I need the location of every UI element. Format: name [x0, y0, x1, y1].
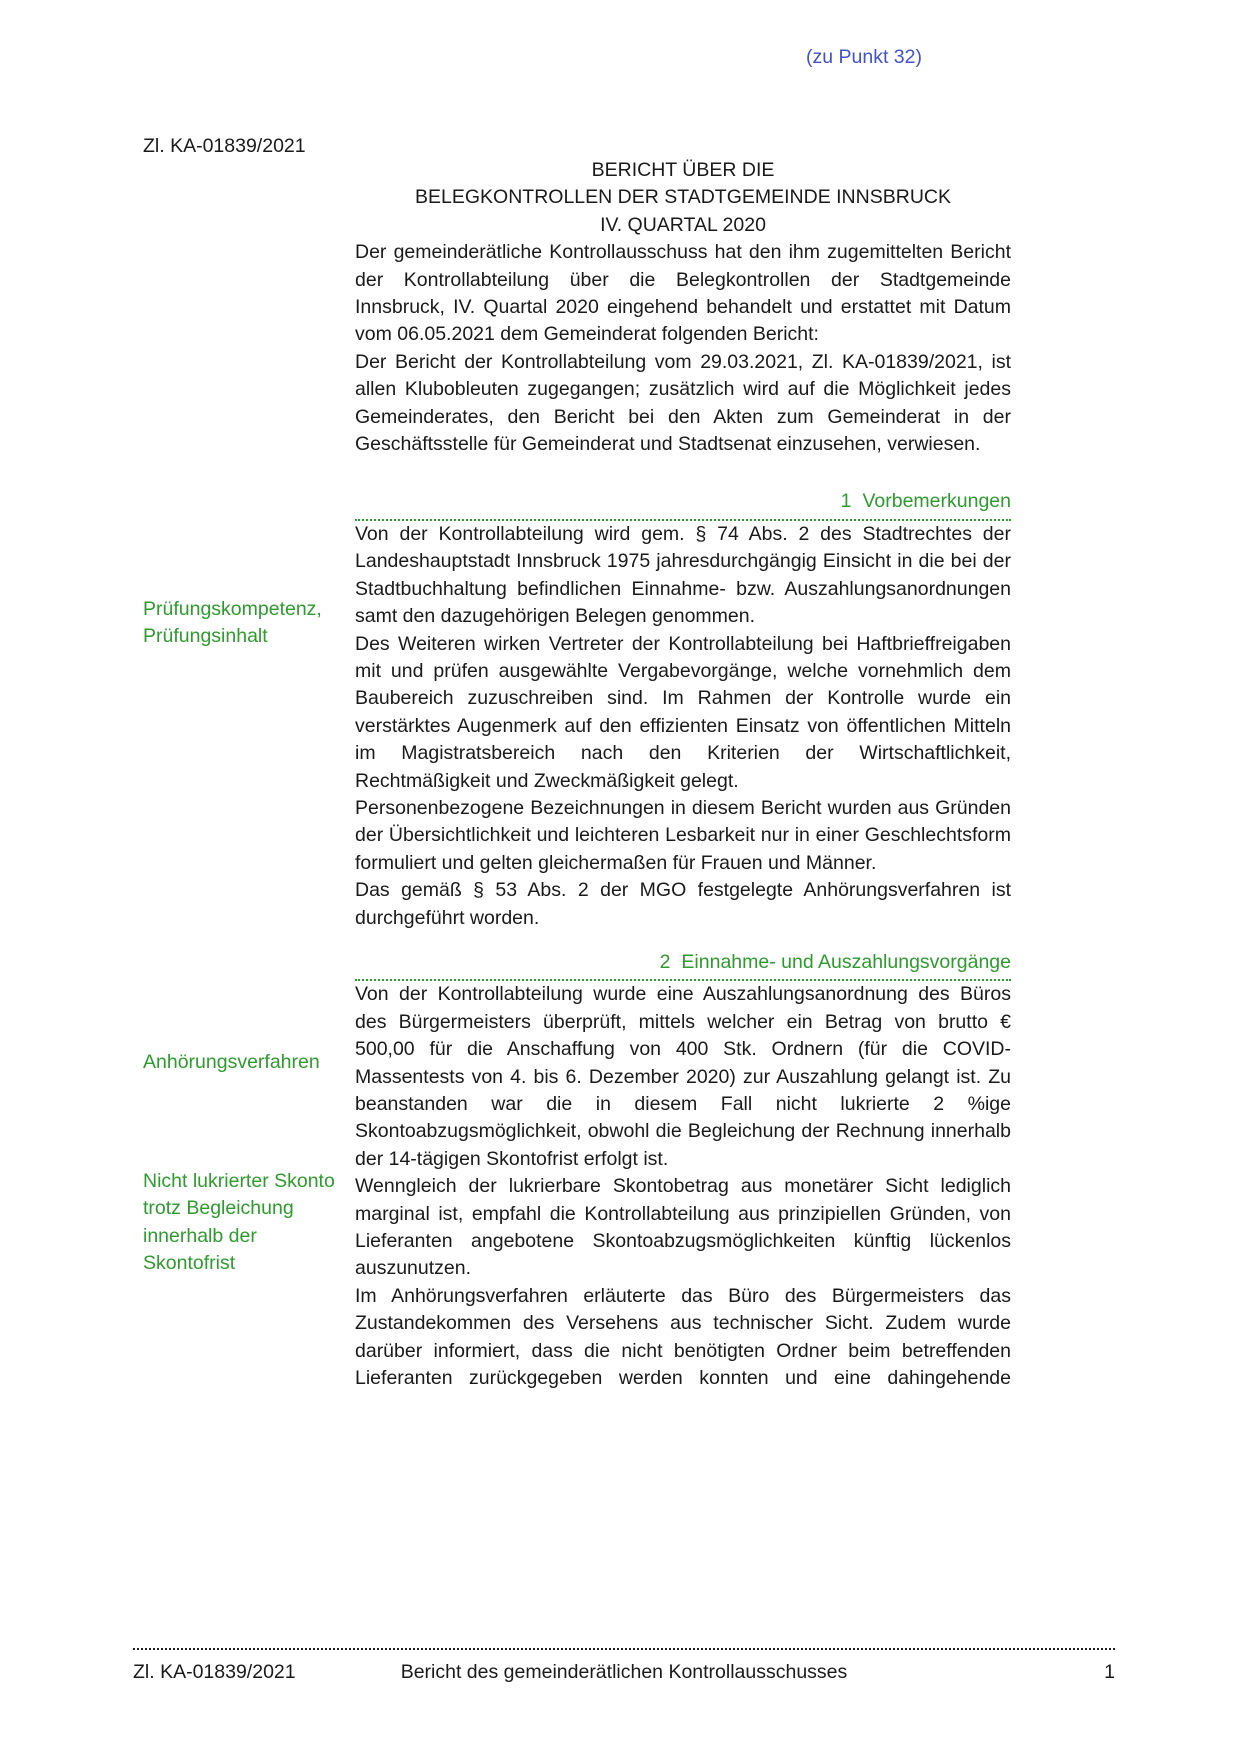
corner-reference-note: (zu Punkt 32): [806, 46, 922, 68]
title-line-2: BELEGKONTROLLEN DER STADTGEMEINDE INNSBRUCK: [415, 186, 951, 209]
document-title: [355, 157, 1011, 239]
section-1-paragraph-4: Das gemäß § 53 Abs. 2 der MGO festgelegte Anhörungsverfahren ist durchgeführt worden.: [355, 879, 1011, 929]
footer-row: [133, 1659, 1115, 1686]
section-2-heading: [355, 949, 1011, 981]
margin-note-line: Prüfungskompetenz,: [143, 598, 322, 620]
footer-divider: [133, 1648, 1115, 1650]
margin-note-line: Prüfungsinhalt: [143, 625, 268, 648]
section-2-paragraph-3: Im Anhörungsverfahren erläuterte das Büro des Bürgermeisters das Zustandekommen des Versehens aus technischer Sicht. Zudem wurde darüber informiert, dass die nicht benötigten Ordner beim betreffenden Lieferanten zurückgegeben werden konnten und eine dahingehende: [355, 1284, 1011, 1390]
intro-paragraph-2: Der Bericht der Kontrollabteilung vom 29.03.2021, Zl. KA-01839/2021, ist allen Klubobleuten zugegangen; zusätzlich wird auf die Möglichkeit jedes Gemeinderates, den Bericht bei den Akten zum Gemeinderat in der Geschäftsstelle für Gemeinderat und Stadtsenat einzusehen, verwiesen.: [355, 350, 1011, 456]
page-footer: [133, 1648, 1115, 1686]
section-1-number: 1: [840, 490, 852, 513]
margin-note-line: trotz Begleichung: [143, 1197, 294, 1220]
margin-note-line: innerhalb der: [143, 1224, 257, 1247]
footer-page-number: 1: [1104, 1661, 1115, 1683]
document-content: [355, 157, 1011, 1392]
margin-note-line: Anhörungsverfahren: [143, 1051, 320, 1073]
footer-report-title: Bericht des gemeinderätlichen Kontrollausschusses: [400, 1661, 848, 1683]
section-2-paragraph-2: Wenngleich der lukrierbare Skontobetrag aus monetärer Sicht lediglich marginal ist, empfahl die Kontrollabteilung aus prinzipiellen Gründen, von Lieferanten angebotene Skontoabzugsmöglichkeiten künftig lückenlos auszunutzen.: [355, 1175, 1011, 1280]
section-2-title: Einnahme- und Auszahlungsvorgänge: [681, 950, 1011, 973]
section-1-paragraph-3: Personenbezogene Bezeichnungen in diesem Bericht wurden aus Gründen der Übersichtlichkeit und leichteren Lesbarkeit nur in einer Geschlechtsform formuliert und gelten gleichermaßen für Frauen und Männer.: [355, 796, 1011, 874]
section-2-number: 2: [659, 950, 671, 973]
margin-note-line: Nicht lukrierter Skonto: [143, 1170, 335, 1192]
section-1-title: Vorbemerkungen: [862, 490, 1011, 513]
intro-paragraph-1: Der gemeinderätliche Kontrollausschuss hat den ihm zugemittelten Bericht der Kontrollabteilung über die Belegkontrollen der Stadtgemeinde Innsbruck, IV. Quartal 2020 eingehend behandelt und erstattet mit Datum vom 06.05.2021 dem Gemeinderat folgenden Bericht:: [355, 241, 1011, 346]
margin-note-skonto: [143, 1168, 355, 1278]
footer-file-number: Zl. KA-01839/2021: [133, 1661, 296, 1683]
margin-note-line: Skontofrist: [143, 1252, 236, 1275]
title-line-1: BERICHT ÜBER DIE: [591, 159, 775, 181]
margin-note-pruefungskompetenz: [143, 596, 355, 651]
section-1-paragraph-2: Des Weiteren wirken Vertreter der Kontrollabteilung bei Haftbrieffreigaben mit und prüfen ausgewählte Vergabevorgänge, welche vornehmlich dem Baubereich zuzuschreiben sind. Im Rahmen der Kontrolle wurde ein verstärktes Augenmerk auf den effizienten Einsatz von öffentlichen Mitteln im Magistratsbereich nach den Kriterien der Wirtschaftlichkeit, Rechtmäßigkeit und Zweckmäßigkeit gelegt.: [355, 632, 1011, 792]
section-1-heading: [355, 488, 1011, 520]
section-1-paragraph-1: Von der Kontrollabteilung wird gem. § 74 Abs. 2 des Stadtrechtes der Landeshauptstadt Innsbruck 1975 jahresdurchgängig Einsicht in die bei der Stadtbuchhaltung befindlichen Einnahme- bzw. Auszahlungsanordnungen samt den dazugehörigen Belegen genommen.: [355, 522, 1011, 628]
section-2-paragraph-1: Von der Kontrollabteilung wurde eine Auszahlungsanordnung des Büros des Bürgermeisters überprüft, mittels welcher ein Betrag von brutto € 500,00 für die Anschaffung von 400 Stk. Ordnern (für die COVID-Massentests von 4. bis 6. Dezember 2020) zur Auszahlung gelangt ist. Zu beanstanden war die in diesem Fall nicht lukrierte 2 %ige Skontoabzugsmöglichkeit, obwohl die Begleichung der Rechnung innerhalb der 14-tägigen Skontofrist erfolgt ist.: [355, 983, 1011, 1170]
margin-note-anhoerungsverfahren: [143, 1049, 355, 1076]
file-number: Zl. KA-01839/2021: [143, 135, 306, 157]
title-line-3: IV. QUARTAL 2020: [600, 213, 766, 236]
